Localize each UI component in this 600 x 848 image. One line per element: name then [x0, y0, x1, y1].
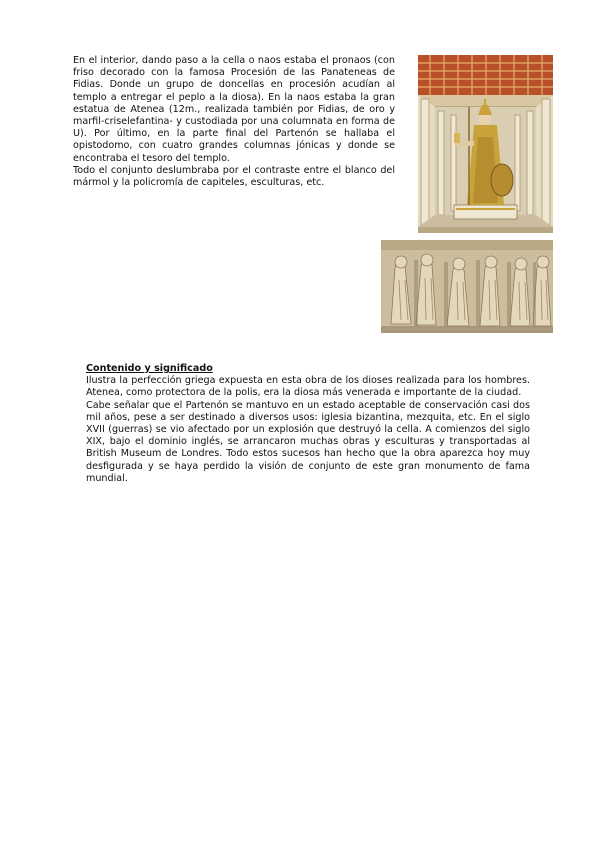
- content-paragraph-2: Cabe señalar que el Partenón se mantuvo en un estado aceptable de conservación casi dos mil años, pese a ser destinado a diversos usos: iglesia bizantina, mezquita, etc. En el siglo XVII (guerras) se vio afectado por un explosión que destruyó la cella. A comienzos del siglo XIX, bajo el dominio inglés, se arrancaron muchas obras y esculturas y transportadas al British Museum de Londres. Todo estos sucesos han hecho que la obra aparezca hoy muy desfigurada y se haya perdido la visión de conjunto de este gran monumento de fama mundial.: [86, 399, 530, 484]
- content-heading: Contenido y significado: [86, 363, 213, 374]
- content-paragraph-1: Ilustra la perfección griega expuesta en esta obra de los dioses realizada para los hombres. Atenea, como protectora de la polis, era la diosa más venerada e importante de la ciudad.: [86, 375, 530, 399]
- intro-text-block: [73, 55, 395, 189]
- frieze-relief-image: [381, 240, 553, 333]
- content-section: [86, 363, 530, 485]
- intro-paragraph-1: En el interior, dando paso a la cella o naos estaba el pronaos (con friso decorado con la famosa Procesión de las Panateneas de Fidias. Donde un grupo de doncellas en procesión acudían al templo a entregar el peplo a la diosa). En la naos estaba la gran estatua de Atenea (12m., realizada también por Fidias, de oro y marfil-criselefantina- y custodiada por una columnata en forma de U). Por último, en la parte final del Partenón se hallaba el opistodomo, con cuatro grandes columnas jónicas y donde se encontraba el tesoro del templo.: [73, 55, 395, 164]
- athena-statue-illustration: [418, 55, 553, 233]
- panathenaic-frieze-relief: [381, 240, 553, 333]
- athena-statue-image: [418, 55, 553, 233]
- intro-paragraph-2: Todo el conjunto deslumbraba por el contraste entre el blanco del mármol y la policromía de capiteles, esculturas, etc.: [73, 164, 395, 189]
